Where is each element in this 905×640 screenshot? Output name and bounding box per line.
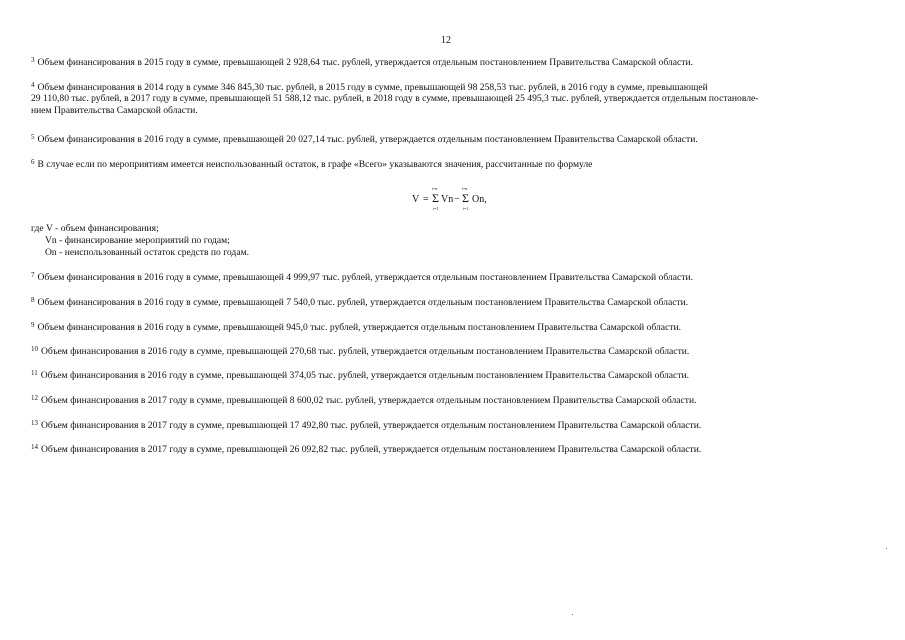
formula-term-on: On, — [472, 194, 487, 205]
footnote-5 — [31, 134, 871, 145]
formula-term-vn: Vn — [441, 194, 454, 205]
footnote-number: 14 — [31, 443, 38, 451]
formula-equals: = — [423, 194, 429, 205]
footnote-number: 8 — [31, 296, 35, 304]
footnote-text: Объем финансирования в 2015 году в сумме, превышающей 2 928,64 тыс. рублей, утверждается отдельным постановлением Правительства Самарской области. — [37, 57, 693, 68]
footnote-number: 7 — [31, 271, 35, 279]
sum1-upper-limit: i=n — [432, 186, 438, 191]
footnote-3 — [31, 57, 871, 68]
footnote-14 — [31, 444, 871, 455]
definition-vn: Vn - финансирование мероприятий по годам; — [45, 235, 230, 246]
footnote-text-line-1: Объем финансирования в 2014 году в сумме 346 845,30 тыс. рублей, в 2015 году в сумме, превышающей 98 258,53 тыс. рублей, в 2016 году в сумме, превышающей — [37, 82, 708, 93]
formula-definitions — [31, 223, 249, 259]
sum2-lower-limit: i=1 — [463, 206, 469, 211]
footnote-13 — [31, 420, 871, 431]
footnote-9 — [31, 322, 871, 333]
footnote-number: 3 — [31, 56, 35, 64]
footnote-8 — [31, 297, 871, 308]
footnote-number: 9 — [31, 321, 35, 329]
footnote-number: 13 — [31, 419, 38, 427]
footnote-line: 29 110,80 тыс. рублей, в 2017 году в сумме, превышающей 51 588,12 тыс. рублей, в 2018 году в сумме, превышающей 25 495,3 тыс. рублей, утверждается отдельным постановле- — [31, 93, 759, 105]
footnote-number: 11 — [31, 369, 38, 377]
footnote-12 — [31, 395, 871, 406]
footnote-text: Объем финансирования в 2017 году в сумме, превышающей 8 600,02 тыс. рублей, утверждается отдельным постановлением Правительства Самарской области. — [41, 395, 697, 406]
footnote-number: 12 — [31, 394, 38, 402]
sum-sign-1: Σ — [432, 191, 439, 205]
definition-v: где V - объем финансирования; — [31, 223, 159, 234]
formula-lhs: V — [412, 194, 420, 205]
sum-sign-2: Σ — [462, 191, 469, 205]
footnote-10 — [31, 346, 871, 357]
footnote-text: Объем финансирования в 2017 году в сумме, превышающей 26 092,82 тыс. рублей, утверждается отдельным постановлением Правительства Самарской области. — [41, 444, 702, 455]
formula-minus: − — [454, 194, 460, 205]
footnote-text: Объем финансирования в 2016 году в сумме, превышающей 20 027,14 тыс. рублей, утверждается отдельным постановлением Правительства Самарской области. — [37, 134, 698, 145]
footnote-text: Объем финансирования в 2016 году в сумме, превышающей 270,68 тыс. рублей, утверждается отдельным постановлением Правительства Самарской области. — [41, 346, 690, 357]
footnote-text: Объем финансирования в 2016 году в сумме, превышающей 7 540,0 тыс. рублей, утверждается отдельным постановлением Правительства Самарской области. — [37, 297, 689, 308]
footnote-text: Объем финансирования в 2016 году в сумме, превышающей 945,0 тыс. рублей, утверждается отдельным постановлением Правительства Самарской области. — [37, 322, 681, 333]
footnote-text: Объем финансирования в 2016 году в сумме, превышающей 374,05 тыс. рублей, утверждается отдельным постановлением Правительства Самарской области. — [40, 370, 690, 381]
definition-on: On - неиспользованный остаток средств по годам. — [45, 247, 250, 258]
sum1-lower-limit: i=1 — [433, 206, 439, 211]
footnote-number: 10 — [31, 345, 38, 353]
footnote-text: В случае если по мероприятиям имеется неиспользованный остаток, в графе «Всего» указываются значения, рассчитанные по формуле — [37, 159, 593, 170]
footnote-line: нием Правительства Самарской области. — [31, 104, 198, 116]
footnote-text: Объем финансирования в 2016 году в сумме, превышающей 4 999,97 тыс. рублей, утверждается отдельным постановлением Правительства Самарской области. — [37, 272, 693, 283]
footnote-11 — [31, 370, 871, 381]
footnote-6 — [31, 159, 871, 170]
footnote-4 — [31, 82, 871, 116]
sum2-upper-limit: i=n — [462, 186, 468, 191]
scan-speck — [572, 614, 573, 615]
footnote-line — [31, 82, 871, 93]
footnote-number: 5 — [31, 133, 35, 141]
footnote-7 — [31, 272, 871, 283]
footnote-number: 4 — [31, 81, 35, 89]
scan-speck — [886, 548, 887, 549]
footnote-text: Объем финансирования в 2017 году в сумме, превышающей 17 492,80 тыс. рублей, утверждается отдельным постановлением Правительства Самарской области. — [41, 420, 702, 431]
page-number: 12 — [441, 35, 451, 46]
footnote-number: 6 — [31, 158, 35, 166]
formula — [412, 186, 532, 212]
